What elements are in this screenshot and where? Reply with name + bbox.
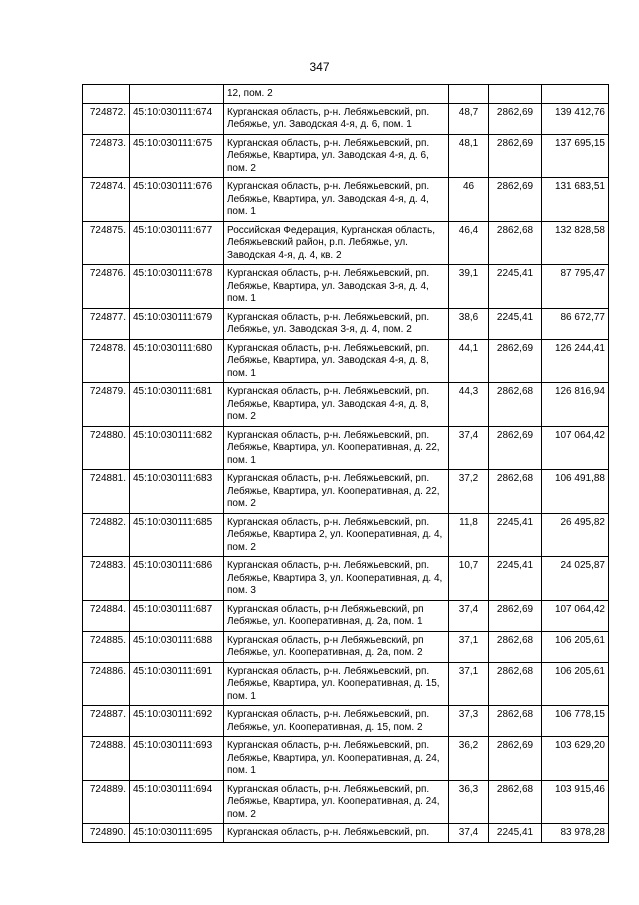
cell-cadastral-value: 26 495,82	[542, 513, 609, 557]
cell-specific-value: 2245,41	[489, 557, 542, 601]
cell-address: Курганская область, р-н. Лебяжьевский, рп. Лебяжье, Квартира, ул. Кооперативная, д. 22, пом. 1	[224, 426, 449, 470]
cell-row-number: 724873.	[83, 134, 130, 178]
cell-area: 37,4	[449, 426, 489, 470]
cell-row-number: 724875.	[83, 221, 130, 265]
cell-address: Российская Федерация, Курганская область, Лебяжьевский район, р.п. Лебяжье, ул. Заводская 4-я, д. 4, кв. 2	[224, 221, 449, 265]
cell-cadastral-number: 45:10:030111:674	[130, 103, 224, 134]
cell-address: Курганская область, р-н Лебяжьевский, рп Лебяжье, ул. Кооперативная, д. 2а, пом. 2	[224, 631, 449, 662]
cell-area: 39,1	[449, 265, 489, 309]
cell-cadastral-number: 45:10:030111:687	[130, 600, 224, 631]
cell-address: Курганская область, р-н. Лебяжьевский, рп. Лебяжье, Квартира, ул. Кооперативная, д. 22, пом. 2	[224, 470, 449, 514]
cell-cadastral-number: 45:10:030111:693	[130, 737, 224, 781]
cell-specific-value: 2245,41	[489, 265, 542, 309]
table-row	[83, 737, 609, 781]
cell-row-number: 724878.	[83, 339, 130, 383]
cell-specific-value: 2862,68	[489, 780, 542, 824]
cell-specific-value: 2245,41	[489, 824, 542, 843]
cell-row-number: 724882.	[83, 513, 130, 557]
table-row	[83, 426, 609, 470]
cell-specific-value: 2862,68	[489, 631, 542, 662]
cell-cadastral-number: 45:10:030111:686	[130, 557, 224, 601]
cell-area	[449, 85, 489, 104]
cell-cadastral-number: 45:10:030111:695	[130, 824, 224, 843]
cell-address: Курганская область, р-н. Лебяжьевский, рп. Лебяжье, Квартира, ул. Заводская 4-я, д. 6, пом. 2	[224, 134, 449, 178]
cell-cadastral-number: 45:10:030111:685	[130, 513, 224, 557]
cell-cadastral-value: 103 629,20	[542, 737, 609, 781]
cell-address: Курганская область, р-н. Лебяжьевский, рп. Лебяжье, Квартира 2, ул. Кооперативная, д. 4, пом. 2	[224, 513, 449, 557]
cell-area: 36,2	[449, 737, 489, 781]
cell-address: Курганская область, р-н. Лебяжьевский, рп. Лебяжье, Квартира, ул. Заводская 4-я, д. 8, пом. 1	[224, 339, 449, 383]
cell-cadastral-value: 107 064,42	[542, 600, 609, 631]
table-row	[83, 600, 609, 631]
cell-specific-value: 2862,68	[489, 706, 542, 737]
table-body	[83, 85, 609, 843]
cell-specific-value: 2245,41	[489, 513, 542, 557]
cell-specific-value: 2862,68	[489, 470, 542, 514]
cell-address: Курганская область, р-н. Лебяжьевский, рп. Лебяжье, ул. Заводская 4-я, д. 6, пом. 1	[224, 103, 449, 134]
cell-specific-value: 2862,69	[489, 103, 542, 134]
cell-cadastral-number: 45:10:030111:678	[130, 265, 224, 309]
cell-cadastral-number	[130, 85, 224, 104]
cell-cadastral-number: 45:10:030111:677	[130, 221, 224, 265]
cell-row-number: 724889.	[83, 780, 130, 824]
cell-area: 44,1	[449, 339, 489, 383]
cell-cadastral-number: 45:10:030111:694	[130, 780, 224, 824]
cell-address: Курганская область, р-н. Лебяжьевский, рп. Лебяжье, Квартира, ул. Кооперативная, д. 24, пом. 2	[224, 780, 449, 824]
cell-area: 46	[449, 178, 489, 222]
cell-cadastral-number: 45:10:030111:691	[130, 662, 224, 706]
table-row	[83, 103, 609, 134]
cell-address: Курганская область, р-н. Лебяжьевский, рп. Лебяжье, Квартира, ул. Кооперативная, д. 15, пом. 1	[224, 662, 449, 706]
cell-cadastral-number: 45:10:030111:683	[130, 470, 224, 514]
cell-area: 37,3	[449, 706, 489, 737]
cell-area: 36,3	[449, 780, 489, 824]
table-row	[83, 780, 609, 824]
cell-cadastral-value: 86 672,77	[542, 308, 609, 339]
cell-address: Курганская область, р-н Лебяжьевский, рп Лебяжье, ул. Кооперативная, д. 2а, пом. 1	[224, 600, 449, 631]
cell-cadastral-number: 45:10:030111:681	[130, 383, 224, 427]
cell-specific-value: 2245,41	[489, 308, 542, 339]
cell-row-number: 724874.	[83, 178, 130, 222]
cell-specific-value: 2862,69	[489, 737, 542, 781]
cell-area: 37,1	[449, 662, 489, 706]
cell-row-number: 724877.	[83, 308, 130, 339]
table-row	[83, 308, 609, 339]
cell-cadastral-value: 106 205,61	[542, 631, 609, 662]
cell-address: Курганская область, р-н. Лебяжьевский, рп. Лебяжье, Квартира 3, ул. Кооперативная, д. 4, пом. 3	[224, 557, 449, 601]
cell-cadastral-number: 45:10:030111:680	[130, 339, 224, 383]
cell-cadastral-value: 131 683,51	[542, 178, 609, 222]
cell-cadastral-value: 107 064,42	[542, 426, 609, 470]
cell-cadastral-value: 87 795,47	[542, 265, 609, 309]
table-row	[83, 85, 609, 104]
cell-area: 10,7	[449, 557, 489, 601]
cell-address: Курганская область, р-н. Лебяжьевский, рп.	[224, 824, 449, 843]
cell-cadastral-number: 45:10:030111:676	[130, 178, 224, 222]
cell-row-number: 724885.	[83, 631, 130, 662]
cell-specific-value: 2862,68	[489, 662, 542, 706]
cell-cadastral-value: 106 491,88	[542, 470, 609, 514]
table-row	[83, 178, 609, 222]
cell-area: 11,8	[449, 513, 489, 557]
cell-address: 12, пом. 2	[224, 85, 449, 104]
cell-row-number: 724880.	[83, 426, 130, 470]
table-row	[83, 557, 609, 601]
cell-row-number: 724883.	[83, 557, 130, 601]
cell-cadastral-value: 106 778,15	[542, 706, 609, 737]
cell-area: 46,4	[449, 221, 489, 265]
cell-row-number: 724876.	[83, 265, 130, 309]
cell-row-number: 724884.	[83, 600, 130, 631]
cadastral-value-table	[82, 84, 609, 843]
cell-row-number: 724888.	[83, 737, 130, 781]
cell-row-number	[83, 85, 130, 104]
cell-specific-value: 2862,68	[489, 221, 542, 265]
cell-specific-value: 2862,69	[489, 339, 542, 383]
cell-specific-value: 2862,69	[489, 134, 542, 178]
cell-area: 37,1	[449, 631, 489, 662]
table-row	[83, 221, 609, 265]
table-row	[83, 339, 609, 383]
table-row	[83, 470, 609, 514]
cell-address: Курганская область, р-н. Лебяжьевский, рп. Лебяжье, ул. Кооперативная, д. 15, пом. 2	[224, 706, 449, 737]
cell-area: 48,7	[449, 103, 489, 134]
cell-cadastral-value: 103 915,46	[542, 780, 609, 824]
cell-cadastral-value: 132 828,58	[542, 221, 609, 265]
cell-specific-value	[489, 85, 542, 104]
cell-cadastral-value: 137 695,15	[542, 134, 609, 178]
table-row	[83, 662, 609, 706]
cell-area: 48,1	[449, 134, 489, 178]
cell-area: 37,4	[449, 824, 489, 843]
cell-cadastral-value: 126 244,41	[542, 339, 609, 383]
cell-address: Курганская область, р-н. Лебяжьевский, рп. Лебяжье, Квартира, ул. Заводская 4-я, д. 8, пом. 2	[224, 383, 449, 427]
cell-row-number: 724881.	[83, 470, 130, 514]
table-row	[83, 513, 609, 557]
cell-cadastral-number: 45:10:030111:692	[130, 706, 224, 737]
cell-cadastral-number: 45:10:030111:682	[130, 426, 224, 470]
cell-cadastral-value: 106 205,61	[542, 662, 609, 706]
cell-row-number: 724887.	[83, 706, 130, 737]
cell-row-number: 724872.	[83, 103, 130, 134]
cell-cadastral-value: 126 816,94	[542, 383, 609, 427]
cell-specific-value: 2862,68	[489, 383, 542, 427]
cell-cadastral-number: 45:10:030111:679	[130, 308, 224, 339]
table-row	[83, 824, 609, 843]
cell-cadastral-number: 45:10:030111:688	[130, 631, 224, 662]
cell-row-number: 724890.	[83, 824, 130, 843]
cell-specific-value: 2862,69	[489, 426, 542, 470]
cell-address: Курганская область, р-н. Лебяжьевский, рп. Лебяжье, Квартира, ул. Кооперативная, д. 24, пом. 1	[224, 737, 449, 781]
cell-cadastral-number: 45:10:030111:675	[130, 134, 224, 178]
cell-cadastral-value	[542, 85, 609, 104]
cell-area: 38,6	[449, 308, 489, 339]
cell-cadastral-value: 83 978,28	[542, 824, 609, 843]
cell-specific-value: 2862,69	[489, 600, 542, 631]
cell-row-number: 724886.	[83, 662, 130, 706]
cell-row-number: 724879.	[83, 383, 130, 427]
cell-address: Курганская область, р-н. Лебяжьевский, рп. Лебяжье, Квартира, ул. Заводская 4-я, д. 4, пом. 1	[224, 178, 449, 222]
cell-cadastral-value: 139 412,76	[542, 103, 609, 134]
page-number: 347	[309, 60, 330, 74]
cell-address: Курганская область, р-н. Лебяжьевский, рп. Лебяжье, Квартира, ул. Заводская 3-я, д. 4, пом. 1	[224, 265, 449, 309]
cell-specific-value: 2862,69	[489, 178, 542, 222]
cell-cadastral-value: 24 025,87	[542, 557, 609, 601]
cell-address: Курганская область, р-н. Лебяжьевский, рп. Лебяжье, ул. Заводская 3-я, д. 4, пом. 2	[224, 308, 449, 339]
table-row	[83, 134, 609, 178]
table-row	[83, 706, 609, 737]
table-row	[83, 631, 609, 662]
cell-area: 37,4	[449, 600, 489, 631]
cell-area: 37,2	[449, 470, 489, 514]
table-row	[83, 383, 609, 427]
cell-area: 44,3	[449, 383, 489, 427]
table-row	[83, 265, 609, 309]
